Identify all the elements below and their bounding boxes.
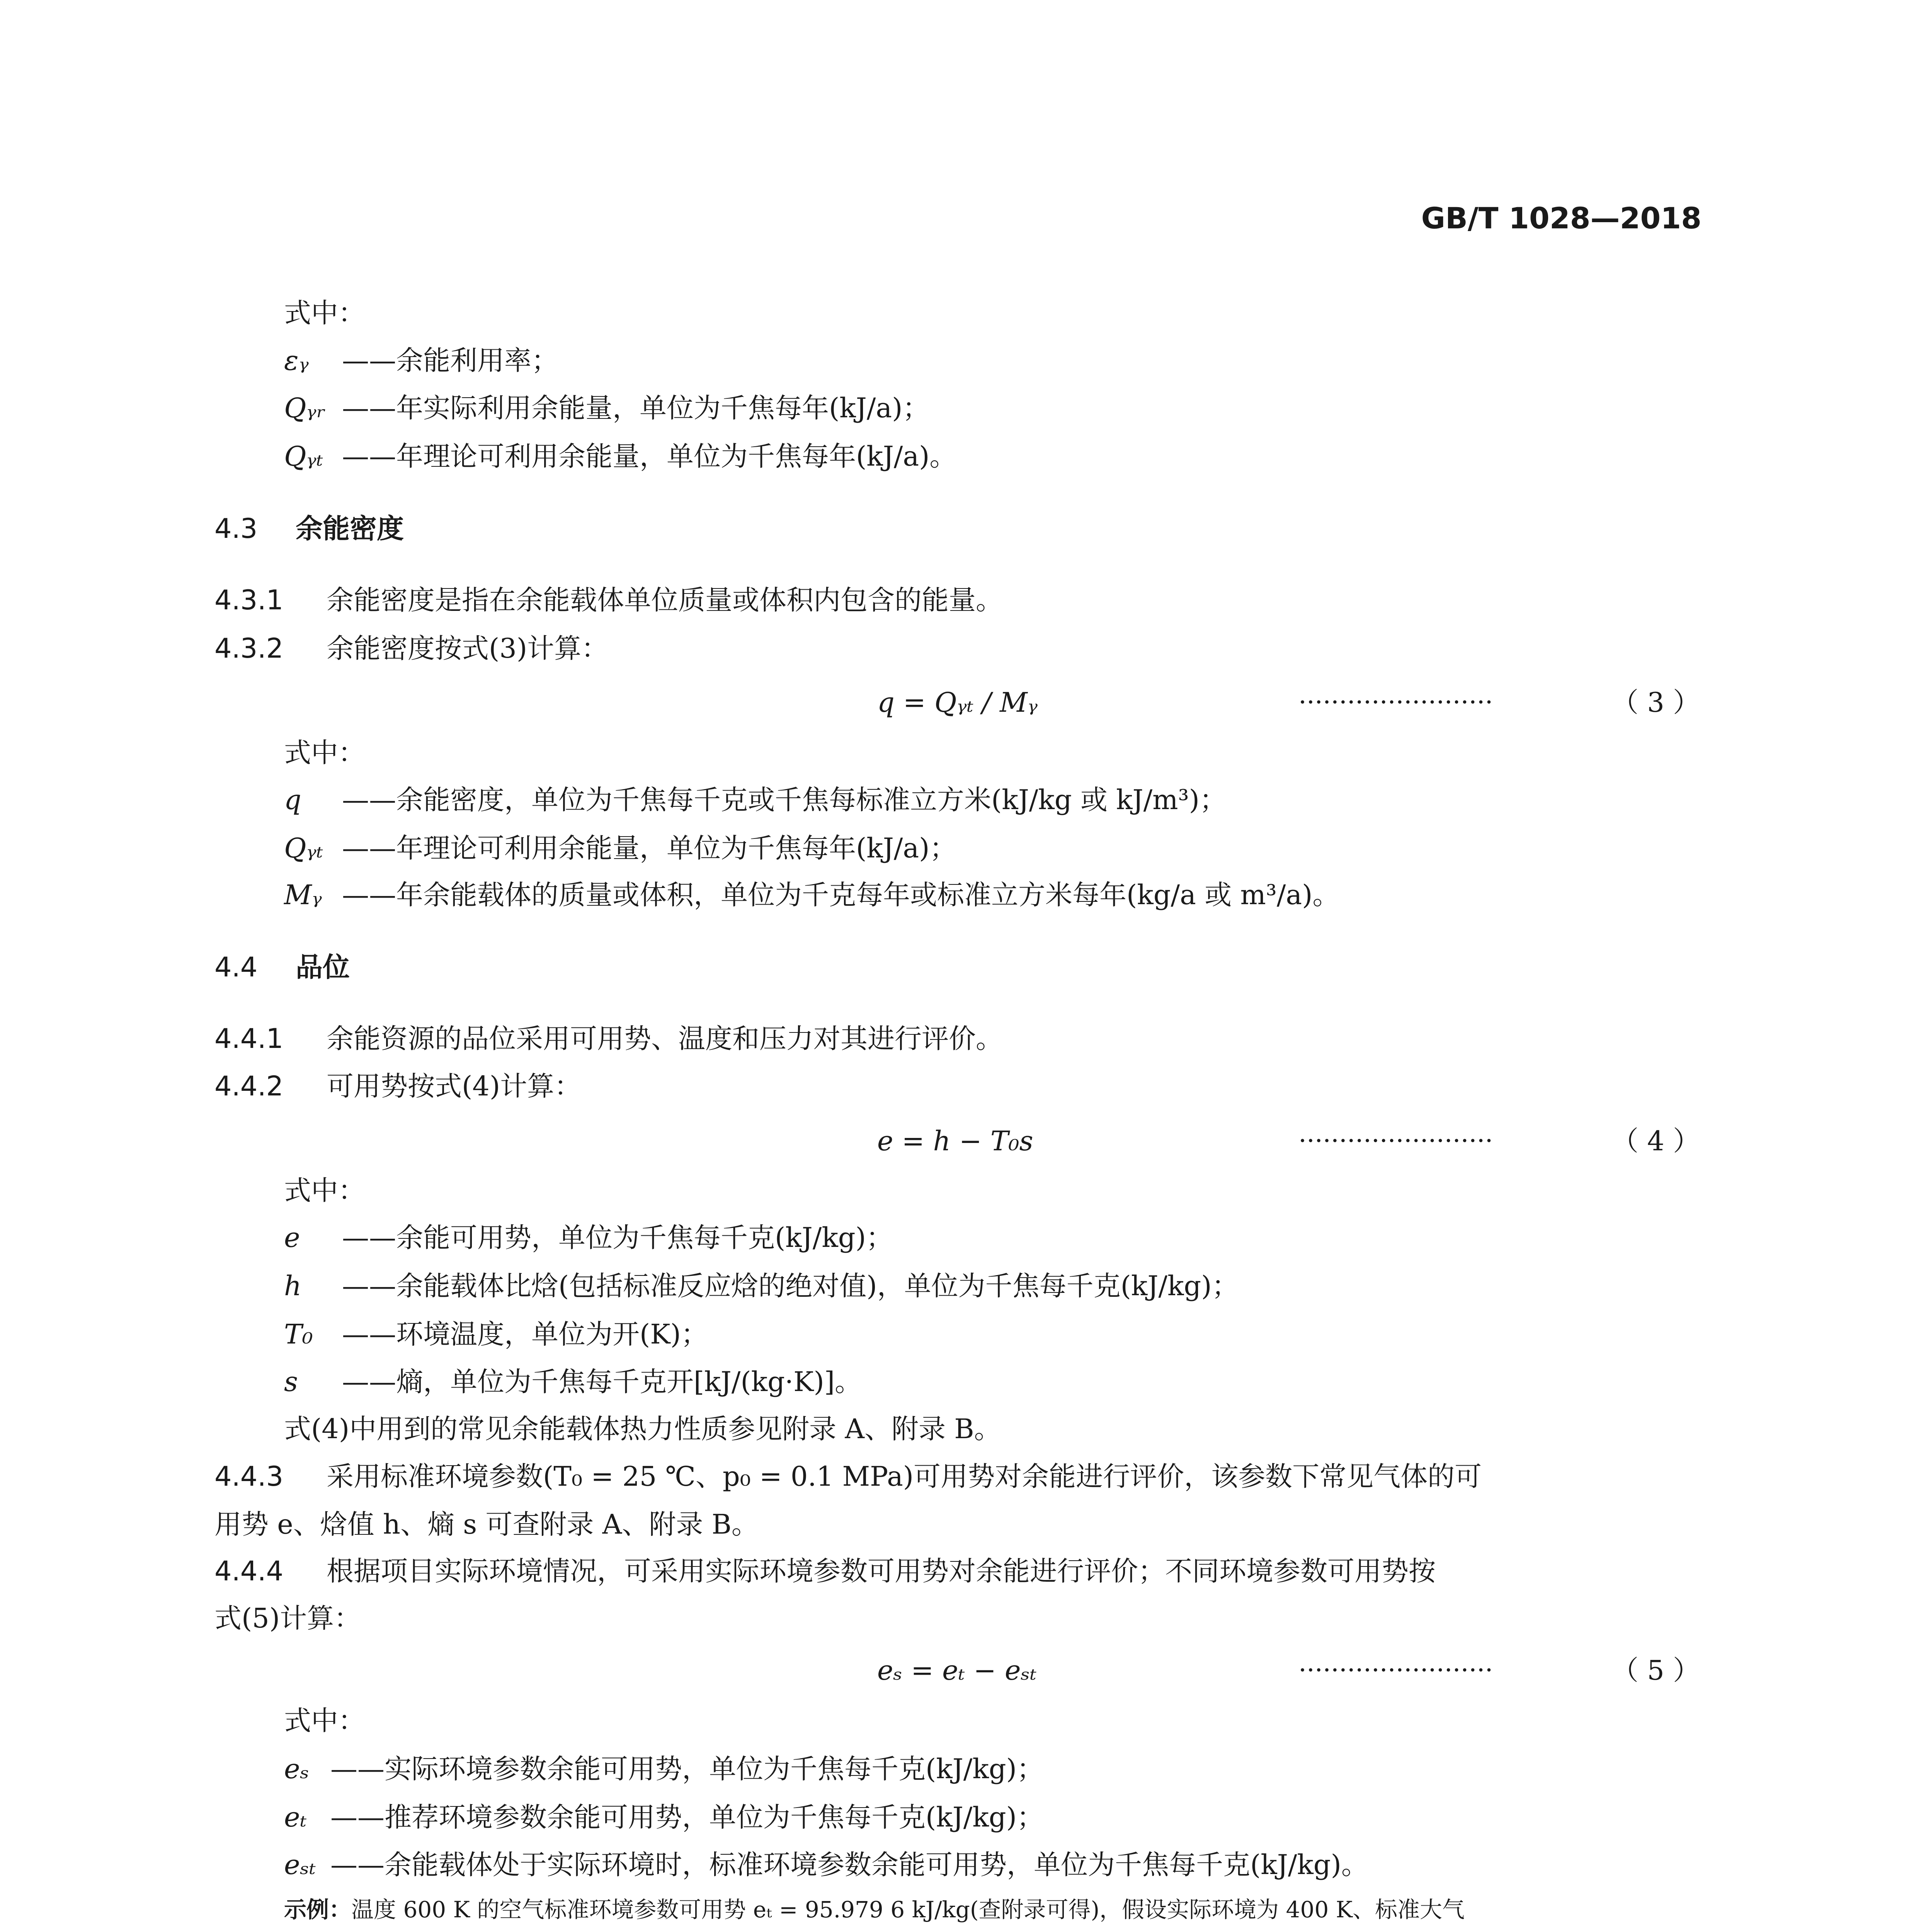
- symbol: e: [284, 1222, 300, 1253]
- section-number: 4.4: [214, 951, 258, 983]
- example-text: 温度 600 K 的空气标准环境参数可用势 eₜ = 95.979 6 kJ/kg(查附录可得)，假设实际环境为 400 K、标准大气: [351, 1896, 1465, 1923]
- clause-number: 4.4.1: [214, 1023, 284, 1054]
- definition: ——余能可用势，单位为千焦每千克(kJ/kg)；: [342, 1222, 893, 1253]
- symbol: Mᵧ: [284, 879, 322, 911]
- where-label: 式中：: [284, 737, 365, 769]
- section-title: 品位: [296, 951, 350, 983]
- clause-4-4-1: [214, 1020, 1003, 1057]
- clause-text-continued: 用势 e、焓值 h、熵 s 可查附录 A、附录 B。: [214, 1509, 759, 1540]
- symbol: εᵧ: [284, 345, 309, 376]
- clause-number: 4.3.2: [214, 633, 284, 664]
- definition-row: [284, 1267, 1239, 1304]
- clause-text: 余能密度是指在余能载体单位质量或体积内包含的能量。: [327, 584, 1003, 616]
- clause-text: 余能密度按式(3)计算：: [327, 633, 609, 664]
- definition: ——年余能载体的质量或体积，单位为千克每年或标准立方米每年(kg/a 或 m³/a)。: [342, 879, 1340, 911]
- symbol: Qᵧᵣ: [284, 392, 326, 424]
- definition: ——余能载体处于实际环境时，标准环境参数余能可用势，单位为千焦每千克(kJ/kg)。: [330, 1849, 1368, 1881]
- definition-row: [284, 342, 558, 379]
- definition: ——环境温度，单位为开(K)；: [342, 1318, 708, 1350]
- symbol: s: [284, 1366, 298, 1398]
- where-label: 式中：: [284, 1175, 365, 1206]
- definition: ——余能利用率；: [342, 345, 558, 376]
- symbol: Qᵧₜ: [284, 832, 323, 864]
- definition: ——熵，单位为千焦每千克开[kJ/(kg·K)]。: [342, 1366, 862, 1398]
- clause-4-3-1: [214, 582, 1003, 619]
- clause-4-4-2: [214, 1068, 581, 1105]
- equation-leader-dots: ························: [1298, 1126, 1493, 1156]
- clause-text: 可用势按式(4)计算：: [327, 1070, 582, 1102]
- section-heading-4-3: [214, 510, 404, 547]
- definition-row: [284, 1846, 1368, 1883]
- clause-4-3-2: [214, 630, 608, 667]
- clause-number: 4.3.1: [214, 584, 284, 616]
- symbol: eₛ: [284, 1753, 310, 1785]
- definition-row: [284, 438, 956, 475]
- clause-4-4-4: [214, 1553, 1436, 1590]
- symbol: h: [284, 1270, 302, 1302]
- formula-5: eₛ = eₜ − eₛₜ: [877, 1655, 1037, 1686]
- clause-number: 4.4.3: [214, 1461, 284, 1492]
- clause-number: 4.4.4: [214, 1555, 284, 1587]
- where-label: 式中：: [284, 297, 365, 329]
- example-label: 示例：: [284, 1896, 352, 1923]
- definition-row: [284, 1750, 1044, 1787]
- definition-row: [284, 1316, 708, 1353]
- definition-row: [284, 781, 1227, 818]
- definition-row: [284, 1799, 1044, 1836]
- definition: ——余能载体比焓(包括标准反应焓的绝对值)，单位为千焦每千克(kJ/kg)；: [342, 1270, 1239, 1302]
- clause-4-4-3: [214, 1458, 1482, 1495]
- definition-row: [284, 389, 929, 427]
- symbol: T₀: [284, 1318, 313, 1350]
- equation-number-4: （ 4 ）: [1611, 1125, 1700, 1157]
- clause-text: 余能资源的品位采用可用势、温度和压力对其进行评价。: [327, 1023, 1003, 1054]
- annex-note: 式(4)中用到的常见余能载体热力性质参见附录 A、附录 B。: [284, 1413, 1001, 1445]
- definition: ——实际环境参数余能可用势，单位为千焦每千克(kJ/kg)；: [330, 1753, 1044, 1785]
- symbol: q: [284, 784, 301, 816]
- formula-4: e = h − T₀s: [877, 1125, 1033, 1157]
- definition-row: [284, 830, 956, 867]
- document-code: GB/T 1028—2018: [1421, 201, 1702, 235]
- symbol: eₛₜ: [284, 1849, 316, 1881]
- symbol: eₜ: [284, 1801, 307, 1833]
- clause-number: 4.4.2: [214, 1070, 284, 1102]
- section-heading-4-4: [214, 949, 350, 986]
- section-number: 4.3: [214, 513, 258, 544]
- equation-number-5: （ 5 ）: [1611, 1655, 1700, 1686]
- equation-leader-dots: ························: [1298, 687, 1493, 717]
- clause-text: 采用标准环境参数(T₀ = 25 ℃、p₀ = 0.1 MPa)可用势对余能进行评价，该参数下常见气体的可: [327, 1461, 1482, 1492]
- clause-text: 根据项目实际环境情况，可采用实际环境参数可用势对余能进行评价；不同环境参数可用势按: [327, 1555, 1436, 1587]
- definition-row: [284, 1219, 893, 1256]
- definition: ——年理论可利用余能量，单位为千焦每年(kJ/a)；: [342, 832, 957, 864]
- definition-row: [284, 1363, 862, 1400]
- section-title: 余能密度: [296, 513, 404, 544]
- equation-number-3: （ 3 ）: [1611, 687, 1700, 718]
- clause-text-continued: 式(5)计算：: [214, 1602, 361, 1634]
- definition: ——余能密度，单位为千焦每千克或千焦每标准立方米(kJ/kg 或 kJ/m³)；: [342, 784, 1227, 816]
- where-label: 式中：: [284, 1705, 365, 1736]
- definition: ——推荐环境参数余能可用势，单位为千焦每千克(kJ/kg)；: [330, 1801, 1044, 1833]
- definition: ——年实际利用余能量，单位为千焦每年(kJ/a)；: [342, 392, 930, 424]
- definition-row: [284, 876, 1339, 913]
- definition: ——年理论可利用余能量，单位为千焦每年(kJ/a)。: [342, 440, 957, 472]
- example-line: [284, 1890, 1465, 1929]
- symbol: Qᵧₜ: [284, 440, 323, 472]
- formula-3: q = Qᵧₜ / Mᵧ: [877, 687, 1038, 718]
- equation-leader-dots: ························: [1298, 1655, 1493, 1685]
